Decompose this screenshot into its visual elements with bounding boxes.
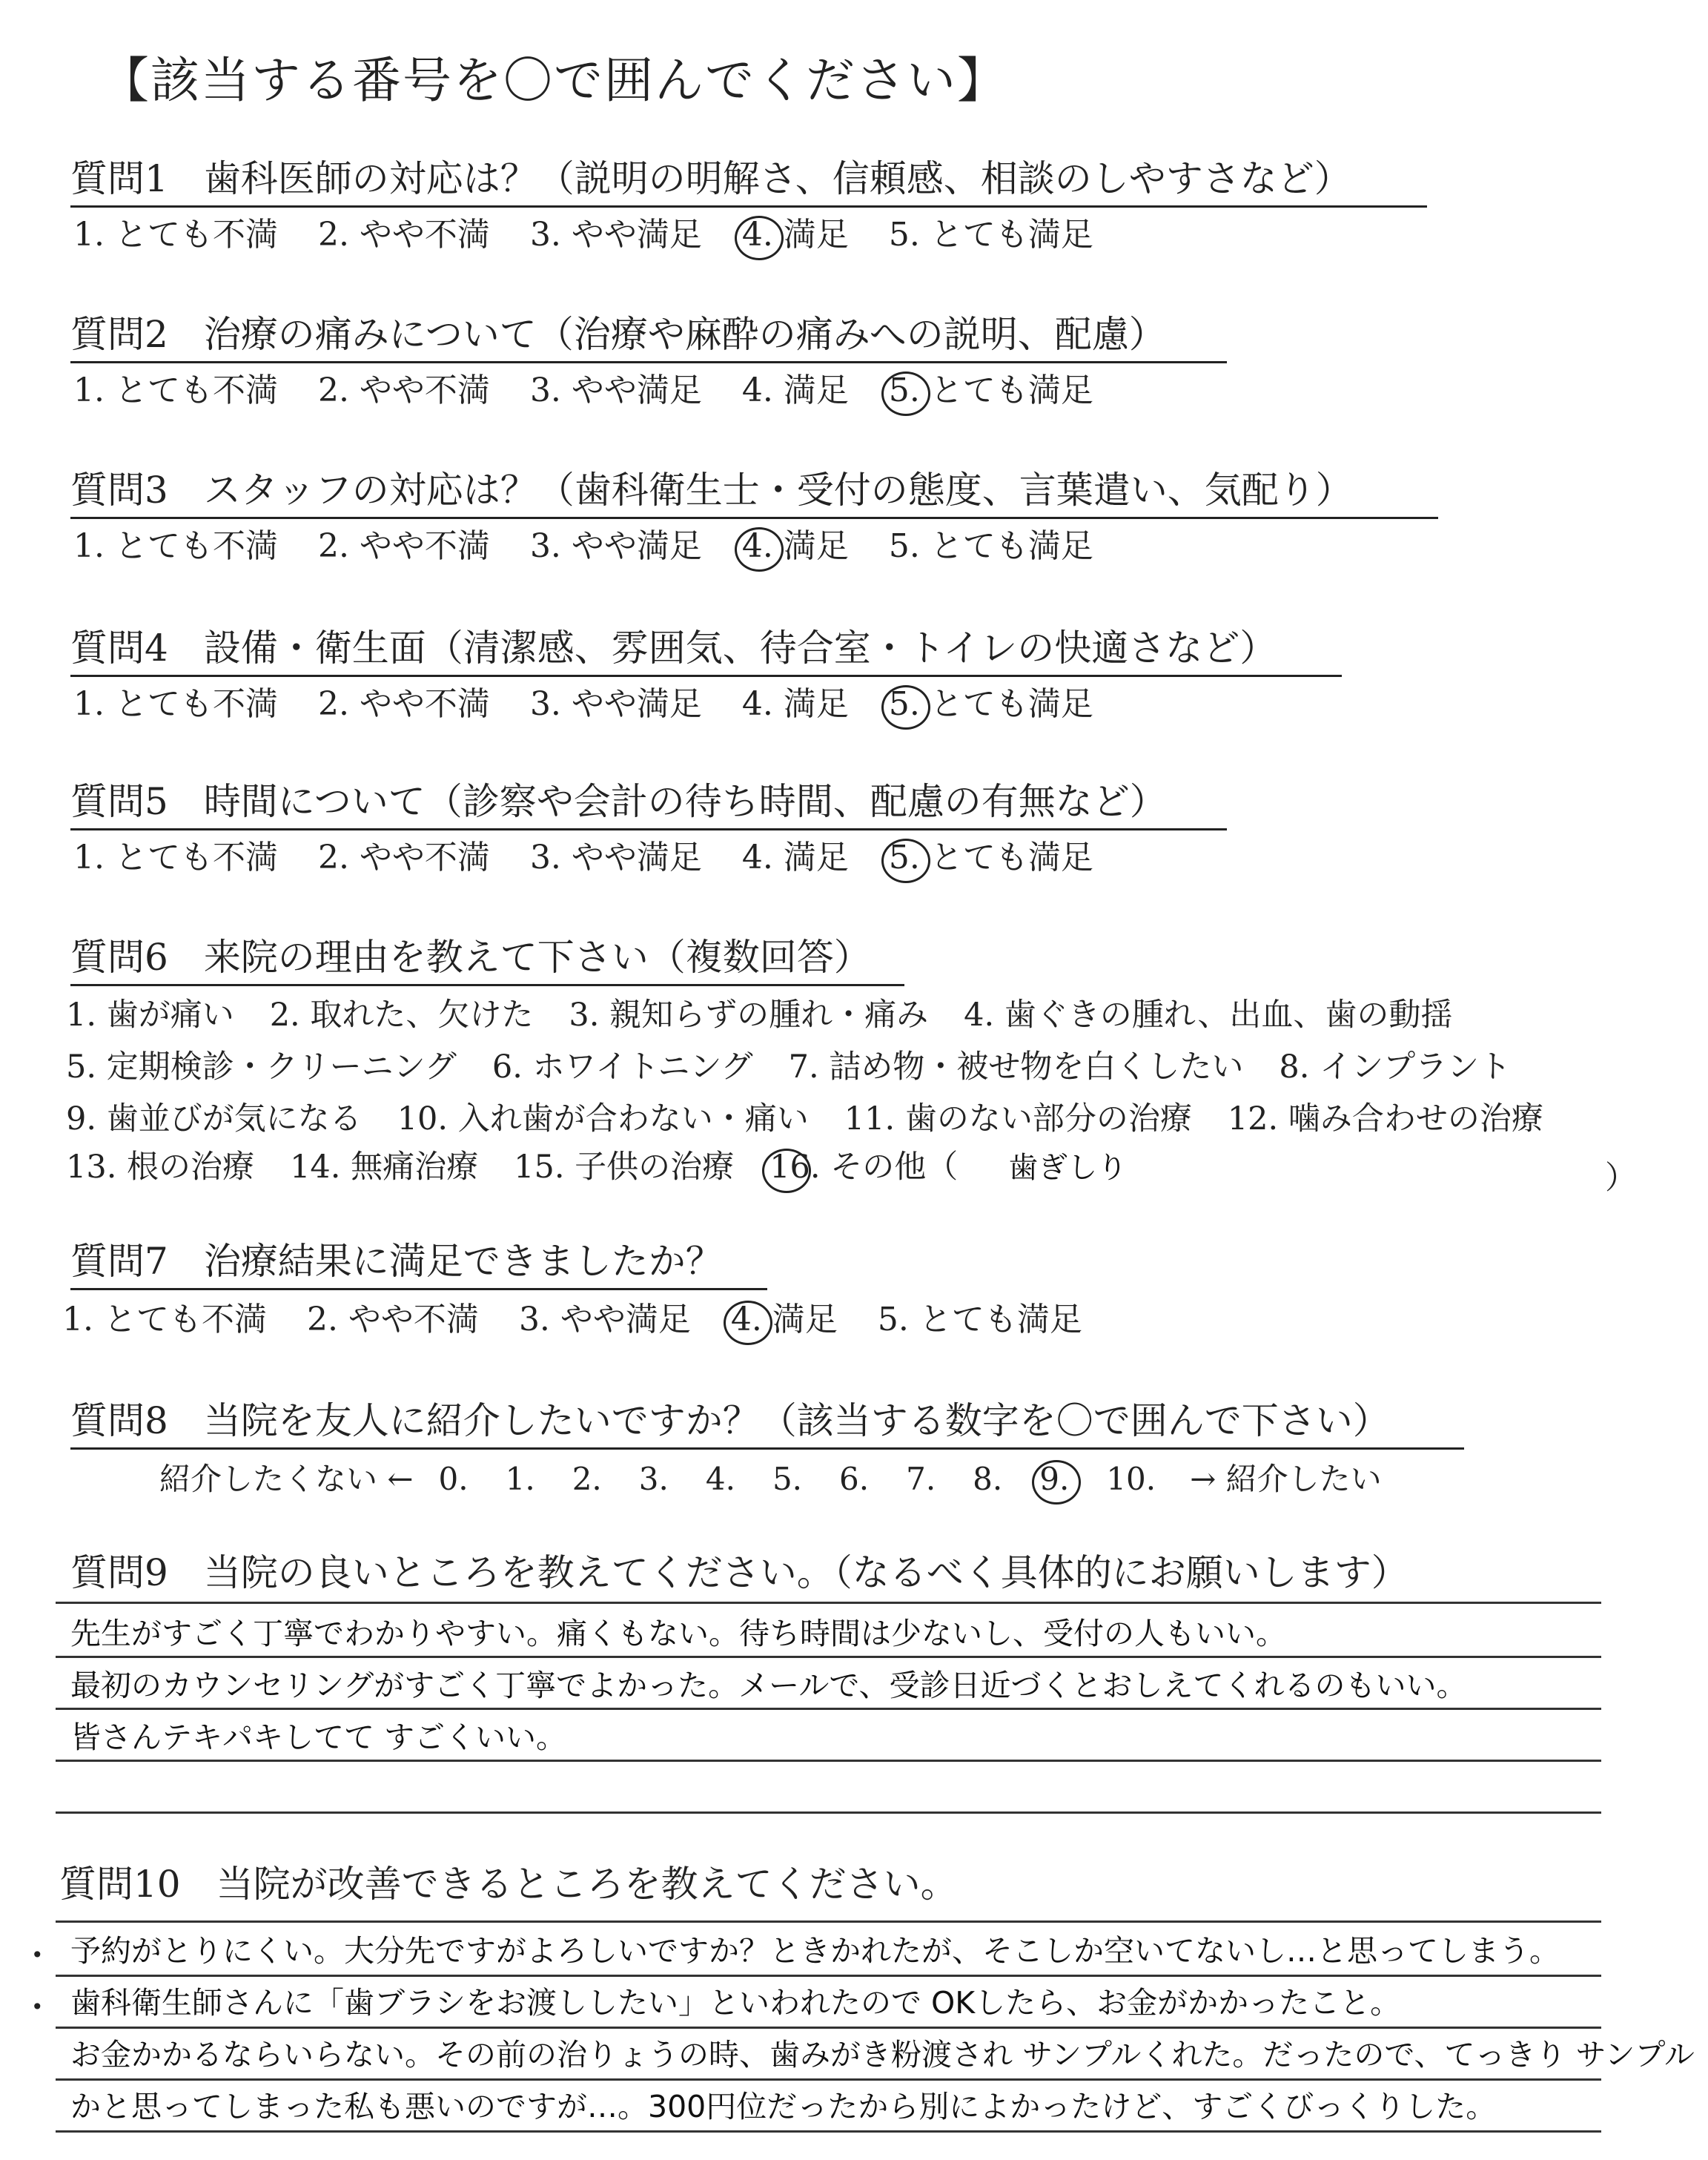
q10-text: 当院が改善できるところを教えてください。 <box>216 1863 958 1906</box>
q9-text: 当院の良いところを教えてください。（なるべく具体的にお願いします） <box>203 1551 1409 1594</box>
q6-row-1 <box>63 994 1485 1037</box>
q6-number: 質問6 <box>70 936 168 979</box>
q1-text: 歯科医師の対応は？（説明の明解さ、信頼感、相談のしやすさなど） <box>203 157 1351 200</box>
answer-line <box>56 1656 1601 1658</box>
q1-number: 質問1 <box>70 157 168 200</box>
q10-answer-area[interactable] <box>56 1920 1695 2153</box>
q4-option-2[interactable]: 2. やや不満 <box>317 685 490 723</box>
q8-scale-2[interactable]: 2. <box>572 1461 602 1497</box>
q1-option-1[interactable]: 1. とても不満 <box>73 216 278 254</box>
q4-title <box>70 621 1342 677</box>
q1-title <box>70 152 1427 208</box>
q8-scale-7[interactable]: 7. <box>906 1461 936 1497</box>
q5-number: 質問5 <box>70 780 168 823</box>
bullet-dot: • <box>31 1943 44 1967</box>
q3-number: 質問3 <box>70 469 168 512</box>
q7-number: 質問7 <box>70 1240 168 1283</box>
answer-line <box>56 1760 1601 1762</box>
q8-scale-5[interactable]: 5. <box>772 1461 803 1497</box>
q1-option-2[interactable]: 2. やや不満 <box>317 216 490 254</box>
q6-option[interactable]: 12. 噛み合わせの治療 <box>1227 1100 1543 1137</box>
q9-title <box>70 1546 1409 1599</box>
q3-title <box>70 463 1438 519</box>
q8-scale-6[interactable]: 6. <box>839 1461 870 1497</box>
q2-option-4[interactable]: 4. 満足 <box>741 371 849 409</box>
q3-options <box>70 524 1131 569</box>
answer-line <box>56 1975 1601 1977</box>
q8-scale-3[interactable]: 3. <box>638 1461 669 1497</box>
q9-answer-line-1: 先生がすごく丁寧でわかりやすい。痛くもない。待ち時間は少ないし、受付の人もいい。 <box>70 1616 1286 1651</box>
q8-scale-1[interactable]: 1. <box>505 1461 535 1497</box>
q8-right-label: → 紹介したい <box>1190 1461 1382 1497</box>
q1-options <box>70 213 1131 257</box>
q5-option-2[interactable]: 2. やや不満 <box>317 839 490 876</box>
q8-left-label: 紹介したくない ← <box>159 1461 414 1497</box>
q5-text: 時間について（診察や会計の待ち時間、配慮の有無など） <box>203 780 1167 823</box>
q8-text: 当院を友人に紹介したいですか？（該当する数字を〇で囲んで下さい） <box>203 1399 1390 1442</box>
q8-title <box>70 1394 1464 1450</box>
q2-option-2[interactable]: 2. やや不満 <box>317 371 490 409</box>
q6-option[interactable]: 8. インプラント <box>1279 1048 1512 1086</box>
q6-option[interactable]: 1. 歯が痛い <box>66 997 234 1034</box>
q4-option-4[interactable]: 4. 満足 <box>741 685 849 723</box>
q7-text: 治療結果に満足できましたか？ <box>203 1240 723 1283</box>
q9-number: 質問9 <box>70 1551 168 1594</box>
q6-option[interactable]: 13. 根の治療 <box>66 1149 255 1186</box>
q6-close-paren: ） <box>1605 1160 1637 1197</box>
q6-option[interactable]: 7. 詰め物・被せ物を白くしたい <box>788 1048 1244 1086</box>
q2-text: 治療の痛みについて（治療や麻酔の痛みへの説明、配慮） <box>203 313 1166 356</box>
q6-other-answer: 歯ぎしり <box>1008 1151 1128 1185</box>
q7-option-1[interactable]: 1. とても不満 <box>62 1301 267 1338</box>
q8-scale-10[interactable]: 10. <box>1106 1461 1156 1497</box>
q4-option-1[interactable]: 1. とても不満 <box>73 685 278 723</box>
bullet-dot: • <box>31 1995 44 2019</box>
q10-title <box>59 1857 958 1911</box>
q5-title <box>70 775 1227 830</box>
q6-option[interactable]: 9. 歯並びが気になる <box>66 1100 362 1137</box>
q2-option-1[interactable]: 1. とても不満 <box>73 371 278 409</box>
q7-option-2[interactable]: 2. やや不満 <box>306 1301 479 1338</box>
q8-scale-4[interactable]: 4. <box>705 1461 735 1497</box>
q2-number: 質問2 <box>70 313 168 356</box>
q2-option-5[interactable]: 5. とても満足 <box>886 369 1096 413</box>
q8-scale-9[interactable]: 9. <box>1036 1457 1072 1502</box>
q2-options <box>70 369 1131 413</box>
q6-title <box>70 931 904 986</box>
q6-row-4 <box>63 1146 1127 1189</box>
q9-answer-line-3: 皆さんテキパキしてて すごくいい。 <box>70 1720 567 1755</box>
q4-options <box>70 682 1131 727</box>
q2-option-3[interactable]: 3. やや満足 <box>529 371 702 409</box>
q5-options <box>70 836 1131 880</box>
q8-scale-8[interactable]: 8. <box>973 1461 1003 1497</box>
q6-option[interactable]: 3. 親知らずの腫れ・痛み <box>569 997 929 1034</box>
q8-number: 質問8 <box>70 1399 168 1442</box>
q9-answer-line-2: 最初のカウンセリングがすごく丁寧でよかった。メールで、受診日近づくとおしえてくれるのもいい。 <box>70 1668 1467 1703</box>
answer-line <box>56 2027 1601 2029</box>
q3-option-2[interactable]: 2. やや不満 <box>317 527 490 565</box>
q3-option-3[interactable]: 3. やや満足 <box>529 527 702 565</box>
q4-text: 設備・衛生面（清潔感、雰囲気、待合室・トイレの快適さなど） <box>203 627 1277 670</box>
q3-option-5[interactable]: 5. とても満足 <box>888 527 1093 565</box>
q1-option-4[interactable]: 4. 満足 <box>739 213 852 257</box>
q7-title <box>70 1235 767 1290</box>
answer-line <box>56 1811 1601 1814</box>
q4-option-3[interactable]: 3. やや満足 <box>529 685 702 723</box>
q10-answer-line-1: 予約がとりにくい。大分先ですがよろしいですか？ときかれたが、そこしか空いてないし…と思ってしまう。 <box>70 1933 1560 1969</box>
answer-line <box>56 2130 1601 2133</box>
q6-row-2 <box>63 1046 1543 1089</box>
q9-answer-area[interactable] <box>56 1602 1601 1849</box>
q5-option-4[interactable]: 4. 満足 <box>741 839 849 876</box>
q3-option-4[interactable]: 4. 満足 <box>739 524 852 569</box>
q6-option[interactable]: 14. 無痛治療 <box>290 1149 479 1186</box>
q1-option-3[interactable]: 3. やや満足 <box>529 216 702 254</box>
q6-option[interactable]: 2. 取れた、欠けた <box>269 997 534 1034</box>
q6-row-3 <box>63 1097 1576 1140</box>
q5-option-1[interactable]: 1. とても不満 <box>73 839 278 876</box>
q8-scale-0[interactable]: 0. <box>438 1461 469 1497</box>
q6-option[interactable]: 4. 歯ぐきの腫れ、出血、歯の動揺 <box>964 997 1453 1034</box>
page-title: 【該当する番号を〇で囲んでください】 <box>100 52 1007 109</box>
q2-title <box>70 308 1227 363</box>
q7-option-4[interactable]: 4. 満足 <box>728 1298 841 1342</box>
q6-option[interactable]: 6. ホワイトニング <box>491 1048 753 1086</box>
q4-number: 質問4 <box>70 627 168 670</box>
q6-option[interactable]: 15. 子供の治療 <box>514 1149 735 1186</box>
q10-answer-line-4: かと思ってしまった私も悪いのですが…。300円位だったから別によかったけど、すごくびっくりした。 <box>70 2089 1497 2124</box>
q6-option[interactable]: 5. 定期検診・クリーニング <box>66 1048 457 1086</box>
q7-option-3[interactable]: 3. やや満足 <box>518 1301 691 1338</box>
q4-option-5[interactable]: 5. とても満足 <box>886 682 1096 727</box>
q7-options <box>59 1298 1119 1342</box>
q6-option-other[interactable]: 16. その他（ <box>767 1146 961 1189</box>
q8-scale <box>159 1457 1404 1502</box>
answer-line <box>56 2078 1601 2081</box>
q5-option-3[interactable]: 3. やや満足 <box>529 839 702 876</box>
q10-number: 質問10 <box>59 1863 181 1906</box>
q6-option[interactable]: 11. 歯のない部分の治療 <box>844 1100 1192 1137</box>
q7-option-5[interactable]: 5. とても満足 <box>877 1301 1082 1338</box>
q6-text: 来院の理由を教えて下さい（複数回答） <box>203 936 871 979</box>
q3-text: スタッフの対応は？（歯科衛生士・受付の態度、言葉遣い、気配り） <box>203 469 1353 512</box>
q10-answer-line-3: お金かかるならいらない。その前の治りょうの時、歯みがき粉渡され サンプルくれた。だったので、てっきり サンプル <box>70 2037 1695 2073</box>
q1-option-5[interactable]: 5. とても満足 <box>888 216 1093 254</box>
q6-option[interactable]: 10. 入れ歯が合わない・痛い <box>397 1100 809 1137</box>
q3-option-1[interactable]: 1. とても不満 <box>73 527 278 565</box>
q10-answer-line-2: 歯科衛生師さんに「歯ブラシをお渡ししたい」といわれたので OKしたら、お金がかかったこと。 <box>70 1985 1401 2021</box>
q5-option-5[interactable]: 5. とても満足 <box>886 836 1096 880</box>
answer-line <box>56 1708 1601 1710</box>
